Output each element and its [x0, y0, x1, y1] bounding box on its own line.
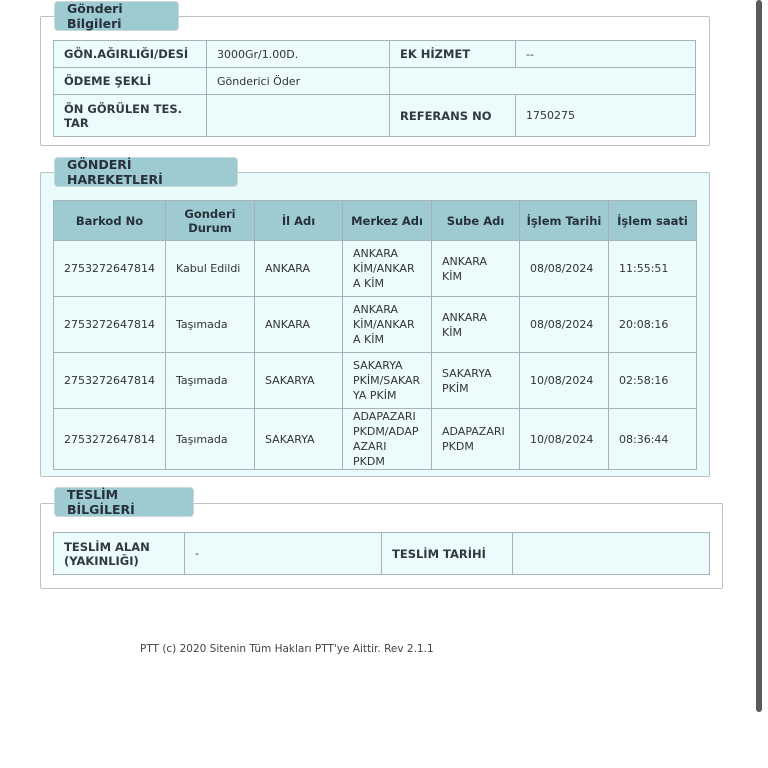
- table-row: [54, 409, 697, 470]
- delivery-title: TESLİM BİLGİLERİ: [54, 487, 194, 517]
- movements-title: GÖNDERİ HAREKETLERİ: [54, 157, 238, 187]
- table-row: [54, 297, 697, 353]
- barcode-cell: 2753272647814: [54, 353, 166, 409]
- city-cell: ANKARA: [255, 241, 343, 297]
- branch-cell: ANKARA KİM: [432, 241, 520, 297]
- empty-cell: [390, 68, 696, 95]
- time-cell: 11:55:51: [609, 241, 697, 297]
- col-center: Merkez Adı: [343, 201, 432, 241]
- weight-label: GÖN.AĞIRLIĞI/DESİ: [54, 41, 207, 68]
- receiver-label: TESLİM ALAN (YAKINLIĞI): [54, 533, 185, 575]
- table-row: [54, 241, 697, 297]
- reference-label: REFERANS NO: [390, 95, 516, 137]
- eta-label: ÖN GÖRÜLEN TES. TAR: [54, 95, 207, 137]
- shipment-info-title: Gönderi Bilgileri: [54, 1, 179, 31]
- city-cell: SAKARYA: [255, 353, 343, 409]
- date-cell: 08/08/2024: [520, 297, 609, 353]
- payment-label: ÖDEME ŞEKLİ: [54, 68, 207, 95]
- time-cell: 20:08:16: [609, 297, 697, 353]
- payment-value: Gönderici Öder: [207, 68, 390, 95]
- col-branch: Sube Adı: [432, 201, 520, 241]
- col-status: Gonderi Durum: [166, 201, 255, 241]
- center-cell: ADAPAZARI PKDM/ADAPAZARI PKDM: [343, 409, 432, 470]
- movements-table: [53, 200, 697, 470]
- center-cell: ANKARA KİM/ANKARA KİM: [343, 297, 432, 353]
- col-date: İşlem Tarihi: [520, 201, 609, 241]
- col-barcode: Barkod No: [54, 201, 166, 241]
- status-cell: Taşımada: [166, 297, 255, 353]
- barcode-cell: 2753272647814: [54, 409, 166, 470]
- center-cell: SAKARYA PKİM/SAKARYA PKİM: [343, 353, 432, 409]
- table-row: [54, 353, 697, 409]
- shipment-info-table: [53, 40, 696, 137]
- eta-value: [207, 95, 390, 137]
- status-cell: Taşımada: [166, 409, 255, 470]
- time-cell: 02:58:16: [609, 353, 697, 409]
- barcode-cell: 2753272647814: [54, 241, 166, 297]
- status-cell: Taşımada: [166, 353, 255, 409]
- status-cell: Kabul Edildi: [166, 241, 255, 297]
- footer-copyright: PTT (c) 2020 Sitenin Tüm Hakları PTT'ye Aittir. Rev 2.1.1: [140, 643, 434, 655]
- extra-service-value: --: [516, 41, 696, 68]
- col-time: İşlem saati: [609, 201, 697, 241]
- movements-header-row: [54, 201, 697, 241]
- receiver-value: -: [185, 533, 382, 575]
- delivery-date-value: [513, 533, 710, 575]
- weight-value: 3000Gr/1.00D.: [207, 41, 390, 68]
- branch-cell: ANKARA KİM: [432, 297, 520, 353]
- city-cell: SAKARYA: [255, 409, 343, 470]
- delivery-date-label: TESLİM TARİHİ: [382, 533, 513, 575]
- time-cell: 08:36:44: [609, 409, 697, 470]
- date-cell: 10/08/2024: [520, 353, 609, 409]
- delivery-table: [53, 532, 710, 575]
- branch-cell: ADAPAZARI PKDM: [432, 409, 520, 470]
- center-cell: ANKARA KİM/ANKARA KİM: [343, 241, 432, 297]
- reference-value: 1750275: [516, 95, 696, 137]
- city-cell: ANKARA: [255, 297, 343, 353]
- extra-service-label: EK HİZMET: [390, 41, 516, 68]
- date-cell: 10/08/2024: [520, 409, 609, 470]
- date-cell: 08/08/2024: [520, 241, 609, 297]
- page-scrollbar[interactable]: [756, 0, 762, 712]
- col-city: İl Adı: [255, 201, 343, 241]
- barcode-cell: 2753272647814: [54, 297, 166, 353]
- branch-cell: SAKARYA PKİM: [432, 353, 520, 409]
